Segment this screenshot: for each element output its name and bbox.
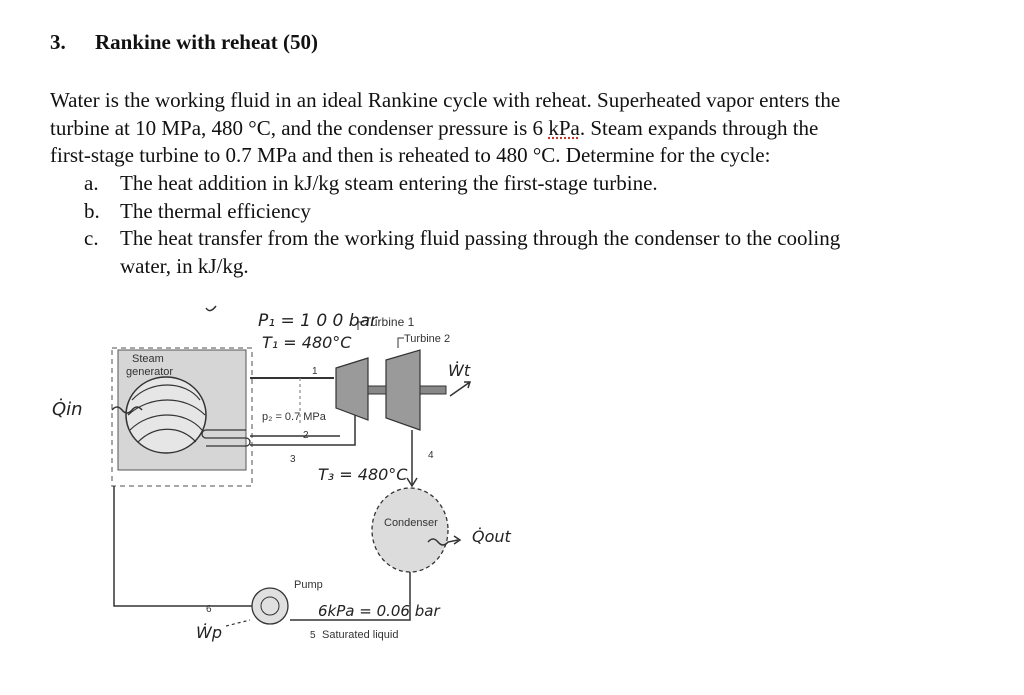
steam-generator-label-1: Steam [132,353,164,365]
state-6-label: 6 [206,604,212,615]
list-marker: a. [84,171,99,195]
list-item [84,170,984,198]
p1-note: P₁ = 1 0 0 bar [258,311,377,331]
wt-arrow-icon [450,382,470,396]
rankine-reheat-diagram [0,290,1024,690]
state-2-label: 2 [303,430,309,441]
output-shaft [420,386,446,394]
p2-label: p₂ = 0.7 MPa [262,411,326,423]
pump-label: Pump [294,579,323,591]
state-4-label: 4 [428,450,434,461]
problem-title: Rankine with reheat (50) [95,30,319,54]
list-item-text: The heat addition in kJ/kg steam entering the first-stage turbine. [120,171,658,195]
saturated-liquid-label: Saturated liquid [322,629,399,641]
list-item-text: The thermal efficiency [120,198,311,223]
wp-label: Ẇp [196,623,222,642]
turbine-1 [336,358,368,420]
condenser [372,488,448,572]
qout-label: Q̇out [472,527,511,546]
tick-mark-icon [206,306,216,311]
statement-line-2-part-c: . Steam expands through the [579,115,819,140]
turbine-2-label: Turbine 2 [404,333,451,345]
problem-number: 3. [50,30,66,54]
steam-generator-label-2: generator [126,366,174,378]
turbine-1-label: Turbine 1 [364,315,415,329]
list-item-text-continued: water, in kJ/kg. [120,253,249,278]
condenser-pressure-note: 6kPa = 0.06 bar [318,602,440,620]
t1-note: T₁ = 480°C [262,333,352,352]
problem-heading [50,30,318,55]
list-marker: c. [84,226,99,250]
question-list [84,170,984,280]
burner-coil [126,377,206,453]
pump [252,588,288,624]
condenser-label: Condenser [384,517,438,529]
pipe-state-6 [114,486,252,606]
list-marker: b. [84,198,100,223]
shaft [368,386,386,394]
list-item [84,225,984,280]
statement-line-2 [50,115,980,143]
qin-label: Q̇in [52,399,83,420]
problem-statement [50,87,980,170]
turbine-2 [386,350,420,430]
state-5-label: 5 [310,630,316,641]
list-item-text: The heat transfer from the working fluid passing through the condenser to the cooling [120,226,841,250]
wt-label: Ẇt [448,361,471,380]
spellcheck-word: kPa [548,115,580,140]
statement-line-2-part-a: turbine at 10 MPa, 480 °C, and the condenser pressure is 6 [50,115,549,140]
statement-line-3: first-stage turbine to 0.7 MPa and then is reheated to 480 °C. Determine for the cycle: [50,143,771,167]
statement-line-1: Water is the working fluid in an ideal Rankine cycle with reheat. Superheated vapor enters the [50,88,841,112]
list-item [84,198,984,226]
state-3-label: 3 [290,454,296,465]
t3-note: T₃ = 480°C [318,465,408,484]
wp-arrow-icon [226,620,250,626]
state-1-label: 1 [312,366,318,377]
